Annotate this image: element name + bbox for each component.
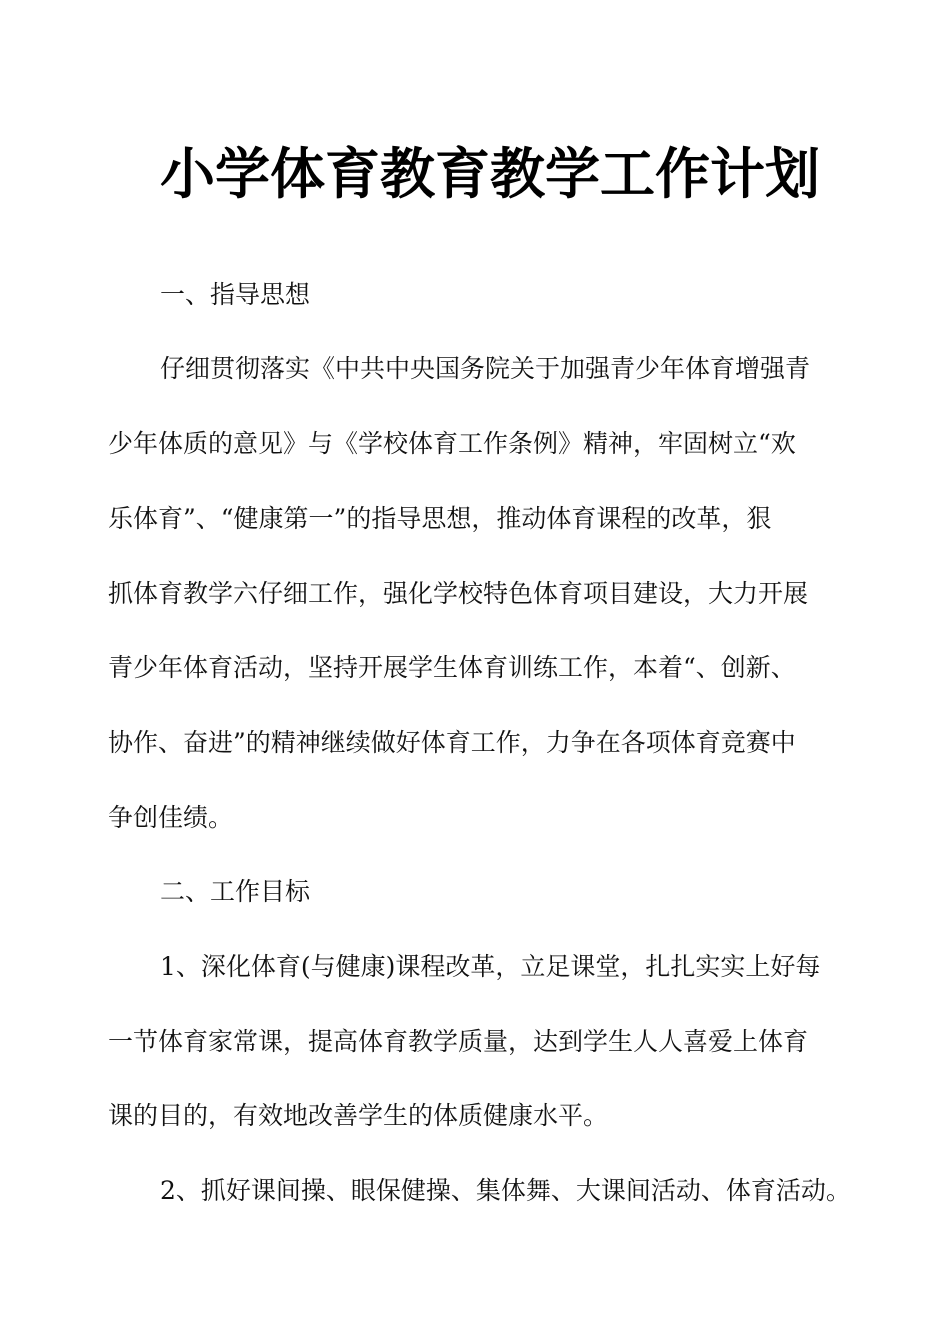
paragraph-line: 1、深化体育(与健康)课程改革，立足课堂，扎扎实实上好每 [160,952,821,981]
paragraph-line: 青少年体育活动，坚持开展学生体育训练工作，本着“、创新、 [108,653,796,682]
paragraph-line: 2、抓好课间操、眼保健操、集体舞、大课间活动、体育活动。 [160,1176,851,1205]
paragraph-line: 少年体质的意见》与《学校体育工作条例》精神，牢固树立“欢 [108,429,796,458]
paragraph-line: 抓体育教学六仔细工作，强化学校特色体育项目建设，大力开展 [108,579,809,608]
paragraph-line: 仔细贯彻落实《中共中央国务院关于加强青少年体育增强青 [160,354,811,383]
paragraph-line: 课的目的，有效地改善学生的体质健康水平。 [108,1101,609,1130]
paragraph-line: 协作、奋进”的精神继续做好体育工作，力争在各项体育竞赛中 [108,728,796,757]
section-heading-work-goals: 二、工作目标 [160,877,311,906]
section-heading-guiding-thought: 一、指导思想 [160,280,311,309]
document-title: 小学体育教育教学工作计划 [159,142,820,206]
paragraph-line: 一节体育家常课，提高体育教学质量，达到学生人人喜爱上体育 [108,1027,809,1056]
paragraph-line: 争创佳绩。 [108,803,234,832]
paragraph-line: 乐体育”、“健康第一”的指导思想，推动体育课程的改革，狠 [108,504,772,533]
